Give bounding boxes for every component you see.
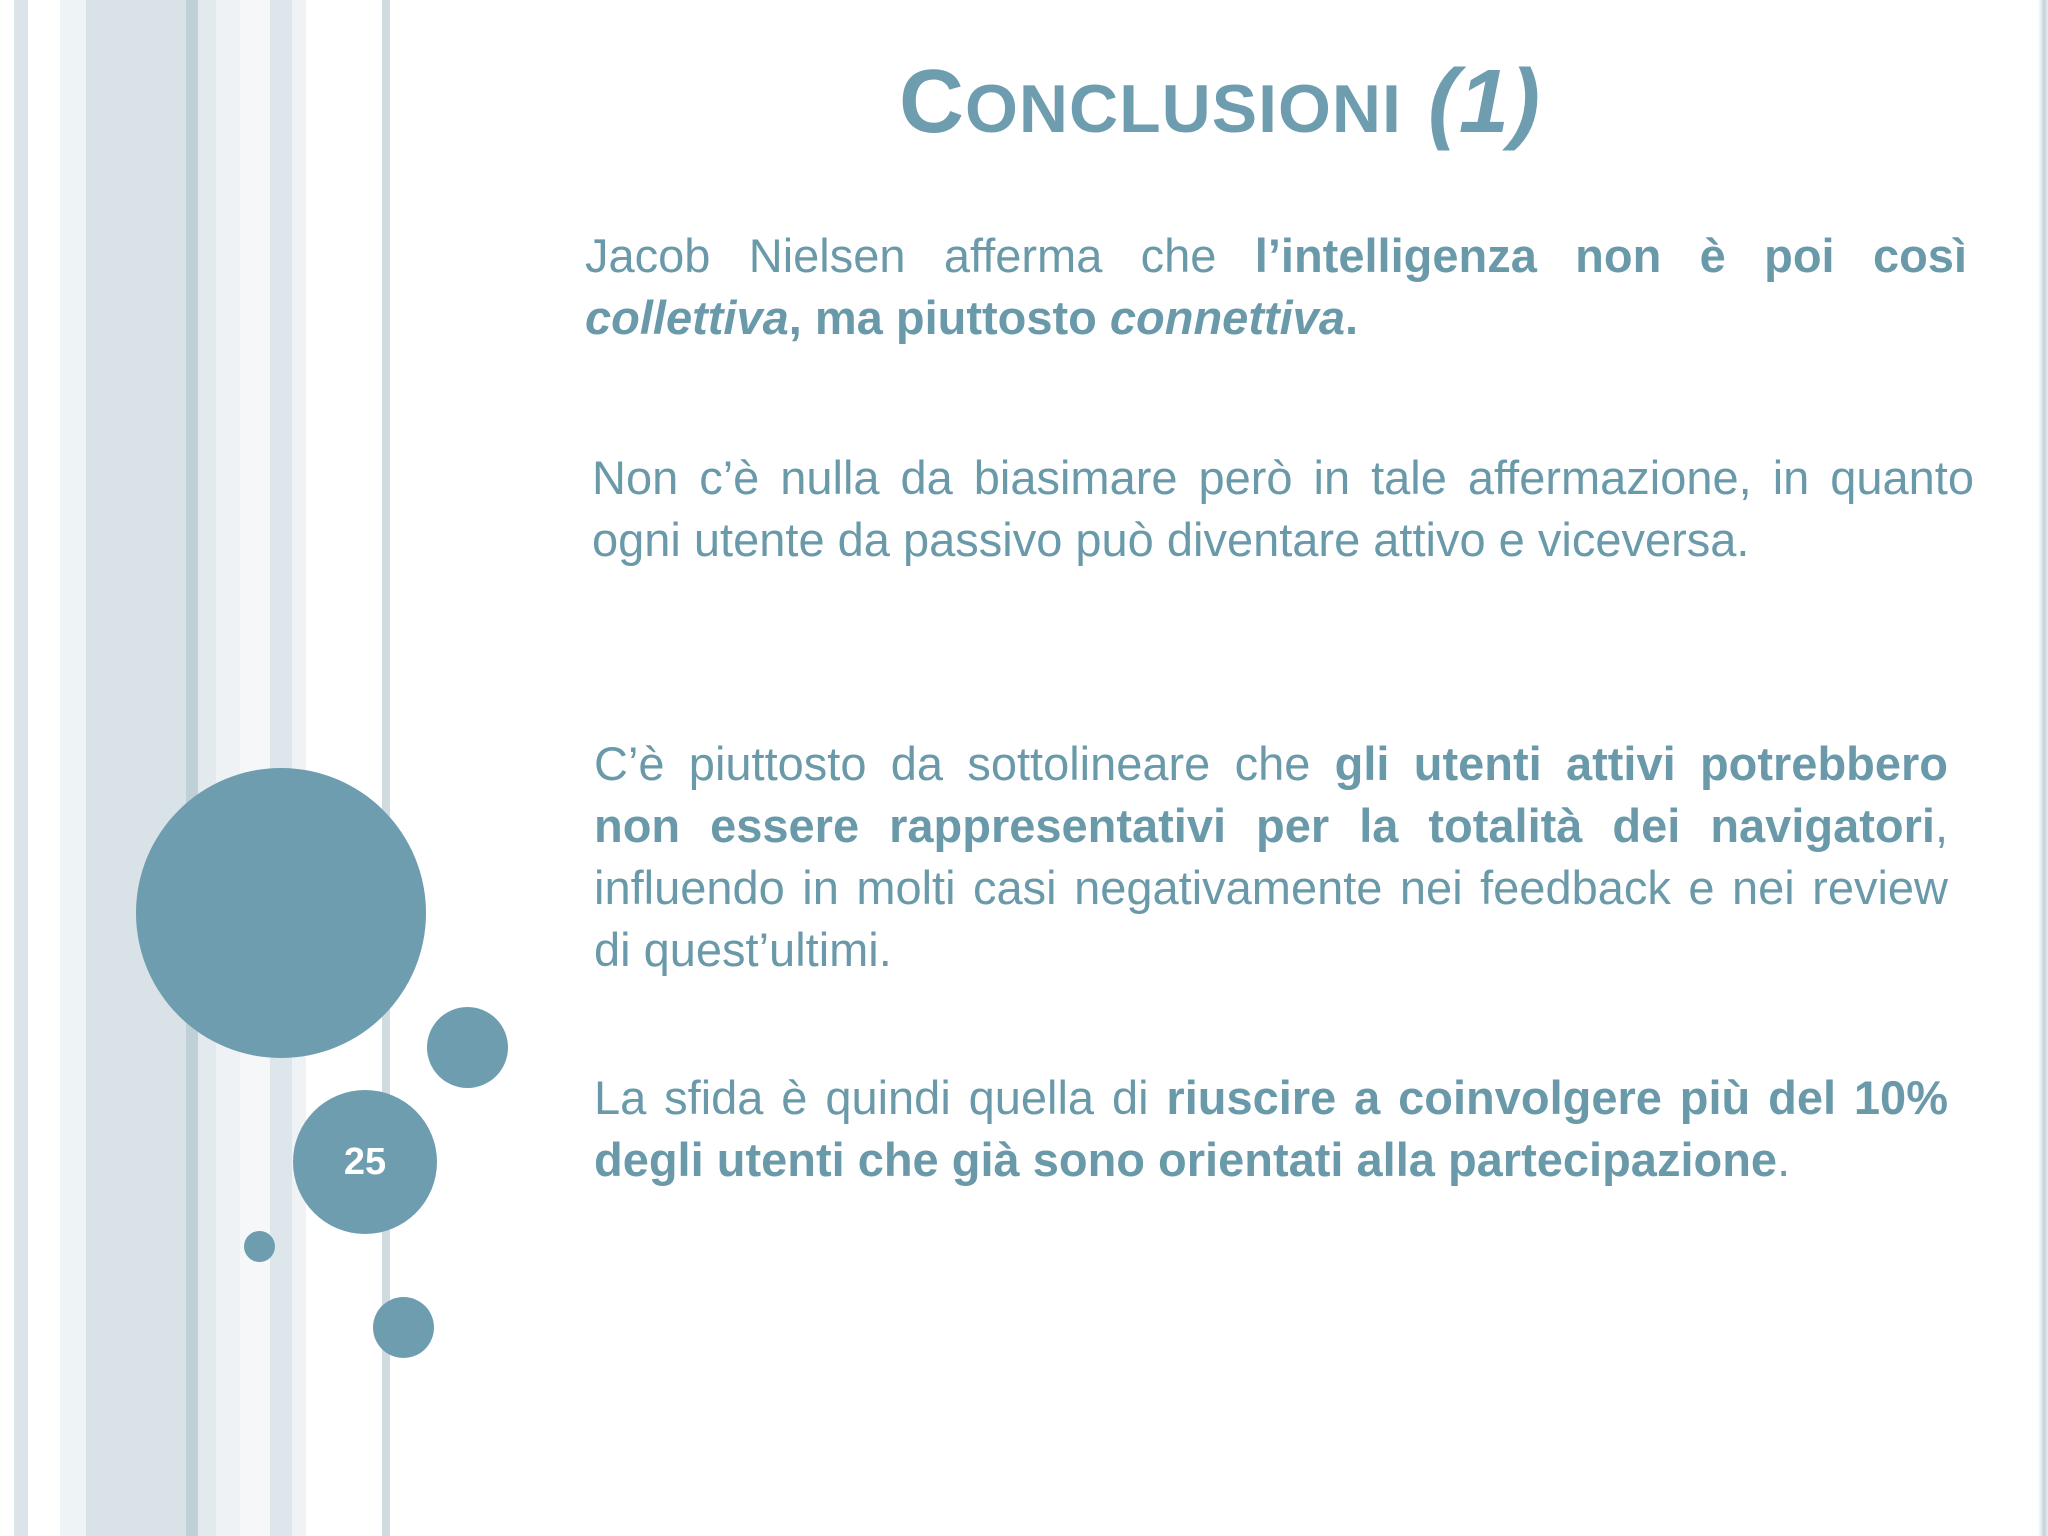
text-run: C’è piuttosto da sottolineare che: [594, 737, 1335, 790]
bold-italic-run: connettiva: [1109, 291, 1345, 344]
right-edge-decoration: [2038, 0, 2048, 1536]
paragraph-utenti-attivi: [594, 733, 1948, 981]
paragraph-sfida: [594, 1067, 1948, 1191]
bold-run: riuscire a coinvolgere più del 10% degli utenti che già sono orientati alla partecipazione: [594, 1071, 1948, 1186]
stripe-decoration: [186, 0, 198, 1536]
stripe-decoration: [14, 0, 28, 1536]
text-run: .: [1777, 1133, 1791, 1186]
bold-run: .: [1344, 291, 1359, 344]
page-number: 25: [293, 1090, 437, 1234]
title-rest: ONCLUSIONI: [965, 71, 1402, 147]
text-run: Non c’è nulla da biasimare però in tale affermazione, in quanto ogni utente da passivo può diventare attivo e viceversa.: [592, 451, 1974, 566]
slide-title: [600, 42, 1840, 169]
bold-run: gli utenti attivi potrebbero non essere rappresentativi per la totalità dei navigatori: [594, 737, 1948, 852]
large-circle-decoration: [136, 768, 426, 1058]
title-initial: C: [899, 52, 966, 152]
text-run: , influendo in molti casi negativamente nei feedback e nei review di quest’ultimi.: [594, 799, 1948, 976]
title-suffix: (1): [1427, 52, 1541, 152]
text-run: La sfida è quindi quella di: [594, 1071, 1167, 1124]
small-circle-decoration: [427, 1007, 508, 1088]
bold-italic-run: collettiva: [585, 291, 789, 344]
paragraph-nielsen: [585, 225, 1967, 349]
bold-run: l’intelligenza non è poi così: [1254, 229, 1967, 282]
stripe-decoration: [60, 0, 86, 1536]
paragraph-affermazione: [592, 447, 1974, 571]
stripe-decoration: [198, 0, 216, 1536]
tiny-circle-decoration: [244, 1231, 275, 1262]
stripe-decoration: [216, 0, 240, 1536]
bold-run: , ma piuttosto: [788, 291, 1110, 344]
text-run: Jacob Nielsen afferma che: [585, 229, 1255, 282]
stripe-decoration: [86, 0, 186, 1536]
small-circle-decoration: [373, 1297, 434, 1358]
